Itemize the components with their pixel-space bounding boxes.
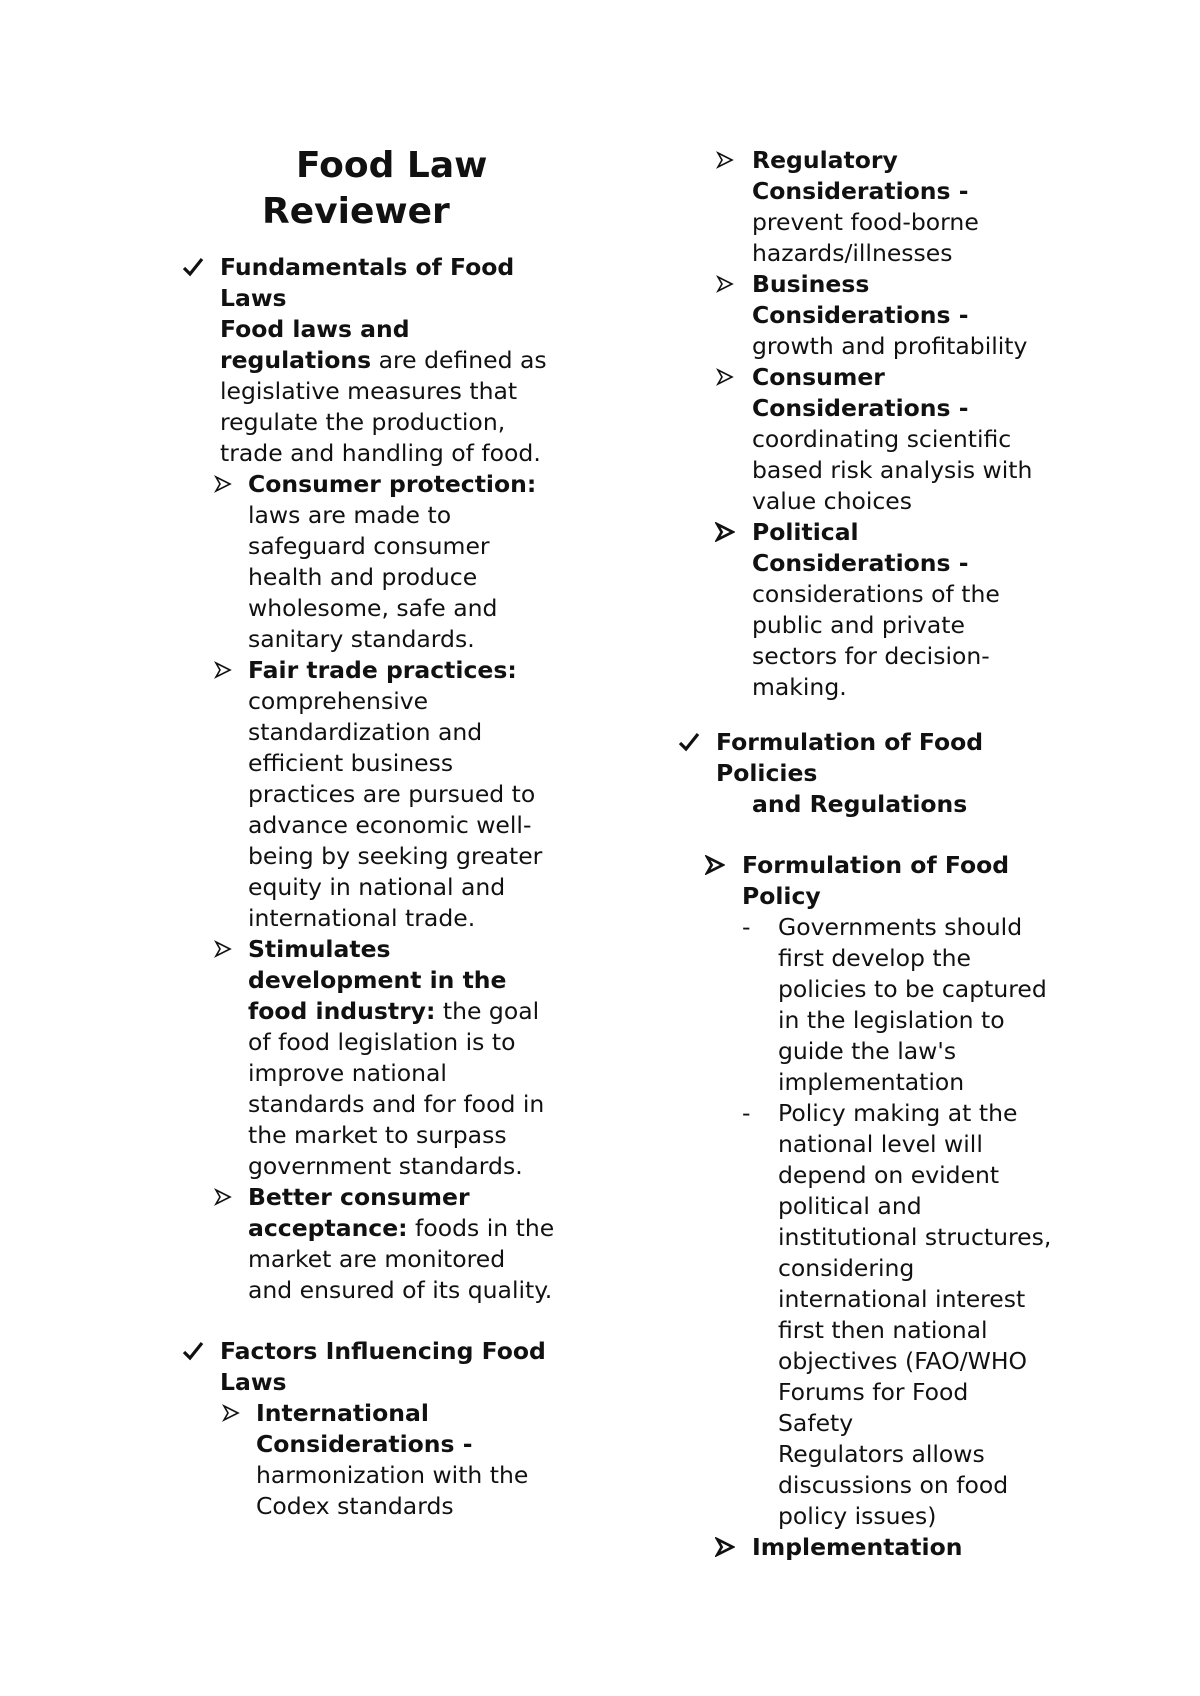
consumer-label-1: Consumer xyxy=(752,363,885,391)
arrowhead-bullet-icon xyxy=(210,655,236,685)
international-label-2: Considerations - xyxy=(256,1430,473,1458)
policy-b2-line: objectives (FAO/WHO xyxy=(778,1347,1028,1375)
arrowhead-bullet-icon xyxy=(702,850,728,880)
better-line-3: market are monitored xyxy=(248,1245,506,1273)
arrowhead-bullet-icon xyxy=(210,469,236,499)
fundamentals-intro-line-2: legislative measures that xyxy=(220,377,518,405)
better-line-2 xyxy=(248,1213,554,1243)
policy-b2-line: national level will xyxy=(778,1130,983,1158)
stimulates-label-3: food industry: xyxy=(248,997,436,1025)
fundamentals-intro-line-1 xyxy=(220,345,547,375)
consumer-protection-line-4: wholesome, safe and xyxy=(248,594,498,622)
policy-b2-line: institutional structures, xyxy=(778,1223,1052,1251)
policy-b2-line: discussions on food xyxy=(778,1471,1009,1499)
fundamentals-heading-1: Fundamentals of Food xyxy=(220,253,515,281)
policy-label-1: Formulation of Food xyxy=(742,851,1010,879)
consumer-protection-line-2: safeguard consumer xyxy=(248,532,490,560)
consumer-protection-line-3: health and produce xyxy=(248,563,478,591)
arrowhead-bullet-icon xyxy=(218,1398,244,1428)
political-label-1: Political xyxy=(752,518,859,546)
fundamentals-intro-bold-1: Food laws and xyxy=(220,315,410,343)
international-label-1: International xyxy=(256,1399,429,1427)
fair-trade-line-7: equity in national and xyxy=(248,873,506,901)
arrowhead-bullet-icon xyxy=(210,1182,236,1212)
consumer-protection-line-1: laws are made to xyxy=(248,501,452,529)
policy-b2-line: depend on evident xyxy=(778,1161,1000,1189)
political-line-5: sectors for decision- xyxy=(752,642,990,670)
regulatory-label-2: Considerations - xyxy=(752,177,969,205)
consumer-protection-label: Consumer protection: xyxy=(248,470,537,498)
policy-b1-line: guide the law's xyxy=(778,1037,957,1065)
policy-b1-line: implementation xyxy=(778,1068,965,1096)
fair-trade-line-2: standardization and xyxy=(248,718,483,746)
fair-trade-line-1: comprehensive xyxy=(248,687,429,715)
consumer-label-2: Considerations - xyxy=(752,394,969,422)
policy-b2-line: considering xyxy=(778,1254,915,1282)
fair-trade-line-4: practices are pursued to xyxy=(248,780,536,808)
better-label-2: acceptance: xyxy=(248,1214,408,1242)
political-line-6: making. xyxy=(752,673,847,701)
arrowhead-bullet-icon xyxy=(712,1532,738,1562)
regulatory-line-4: hazards/illnesses xyxy=(752,239,953,267)
political-line-3: considerations of the xyxy=(752,580,1000,608)
fair-trade-label: Fair trade practices: xyxy=(248,656,517,684)
policy-b2-line: political and xyxy=(778,1192,922,1220)
consumer-line-4: based risk analysis with xyxy=(752,456,1033,484)
arrowhead-bullet-icon xyxy=(712,145,738,175)
better-rest-2: foods in the xyxy=(407,1214,555,1242)
international-line-4: Codex standards xyxy=(256,1492,454,1520)
dash-bullet: - xyxy=(742,1099,751,1127)
stimulates-line-4: of food legislation is to xyxy=(248,1028,516,1056)
stimulates-line-3 xyxy=(248,996,539,1026)
policy-b1-line: in the legislation to xyxy=(778,1006,1005,1034)
fair-trade-line-8: international trade. xyxy=(248,904,476,932)
fair-trade-line-3: efficient business xyxy=(248,749,454,777)
policy-b2-line: Forums for Food xyxy=(778,1378,969,1406)
arrowhead-bullet-icon xyxy=(210,934,236,964)
better-label-1: Better consumer xyxy=(248,1183,470,1211)
international-line-3: harmonization with the xyxy=(256,1461,529,1489)
stimulates-line-6: standards and for food in xyxy=(248,1090,545,1118)
factors-heading-2: Laws xyxy=(220,1368,287,1396)
formulation-heading-2: Policies xyxy=(716,759,818,787)
business-label-2: Considerations - xyxy=(752,301,969,329)
better-line-4: and ensured of its quality. xyxy=(248,1276,553,1304)
policy-b2-line: Regulators allows xyxy=(778,1440,985,1468)
stimulates-line-5: improve national xyxy=(248,1059,447,1087)
title-line-2: Reviewer xyxy=(262,191,450,232)
regulatory-label-1: Regulatory xyxy=(752,146,898,174)
fair-trade-line-6: being by seeking greater xyxy=(248,842,543,870)
policy-b2-line: policy issues) xyxy=(778,1502,937,1530)
policy-b2-line: international interest xyxy=(778,1285,1026,1313)
policy-label-2: Policy xyxy=(742,882,821,910)
fundamentals-intro-line-4: trade and handling of food. xyxy=(220,439,541,467)
implementation-label: Implementation xyxy=(752,1533,963,1561)
checkmark-icon xyxy=(180,1336,206,1366)
regulatory-line-3: prevent food-borne xyxy=(752,208,979,236)
title-line-1: Food Law xyxy=(296,145,488,186)
formulation-heading-3: and Regulations xyxy=(752,790,968,818)
fundamentals-intro-bold-2: regulations xyxy=(220,346,372,374)
stimulates-label-2: development in the xyxy=(248,966,507,994)
policy-b1-line: Governments should xyxy=(778,913,1023,941)
consumer-protection-line-5: sanitary standards. xyxy=(248,625,475,653)
policy-b2-line: Policy making at the xyxy=(778,1099,1018,1127)
factors-heading-1: Factors Influencing Food xyxy=(220,1337,546,1365)
checkmark-icon xyxy=(676,727,702,757)
consumer-line-3: coordinating scientific xyxy=(752,425,1012,453)
policy-b2-line: first then national xyxy=(778,1316,988,1344)
stimulates-line-7: the market to surpass xyxy=(248,1121,507,1149)
fundamentals-intro-line-3: regulate the production, xyxy=(220,408,506,436)
fundamentals-intro-rest-1: are defined as xyxy=(371,346,547,374)
policy-b2-line: Safety xyxy=(778,1409,854,1437)
arrowhead-bullet-icon xyxy=(712,517,738,547)
policy-b1-line: policies to be captured xyxy=(778,975,1047,1003)
business-label-1: Business xyxy=(752,270,870,298)
political-line-4: public and private xyxy=(752,611,965,639)
arrowhead-bullet-icon xyxy=(712,269,738,299)
stimulates-label-1: Stimulates xyxy=(248,935,391,963)
stimulates-line-8: government standards. xyxy=(248,1152,523,1180)
business-line-3: growth and profitability xyxy=(752,332,1028,360)
consumer-line-5: value choices xyxy=(752,487,913,515)
policy-b1-line: first develop the xyxy=(778,944,971,972)
arrowhead-bullet-icon xyxy=(712,362,738,392)
stimulates-rest-3: the goal xyxy=(435,997,540,1025)
political-label-2: Considerations - xyxy=(752,549,969,577)
fair-trade-line-5: advance economic well- xyxy=(248,811,532,839)
formulation-heading-1: Formulation of Food xyxy=(716,728,984,756)
checkmark-icon xyxy=(180,252,206,282)
fundamentals-heading-2: Laws xyxy=(220,284,287,312)
dash-bullet: - xyxy=(742,913,751,941)
